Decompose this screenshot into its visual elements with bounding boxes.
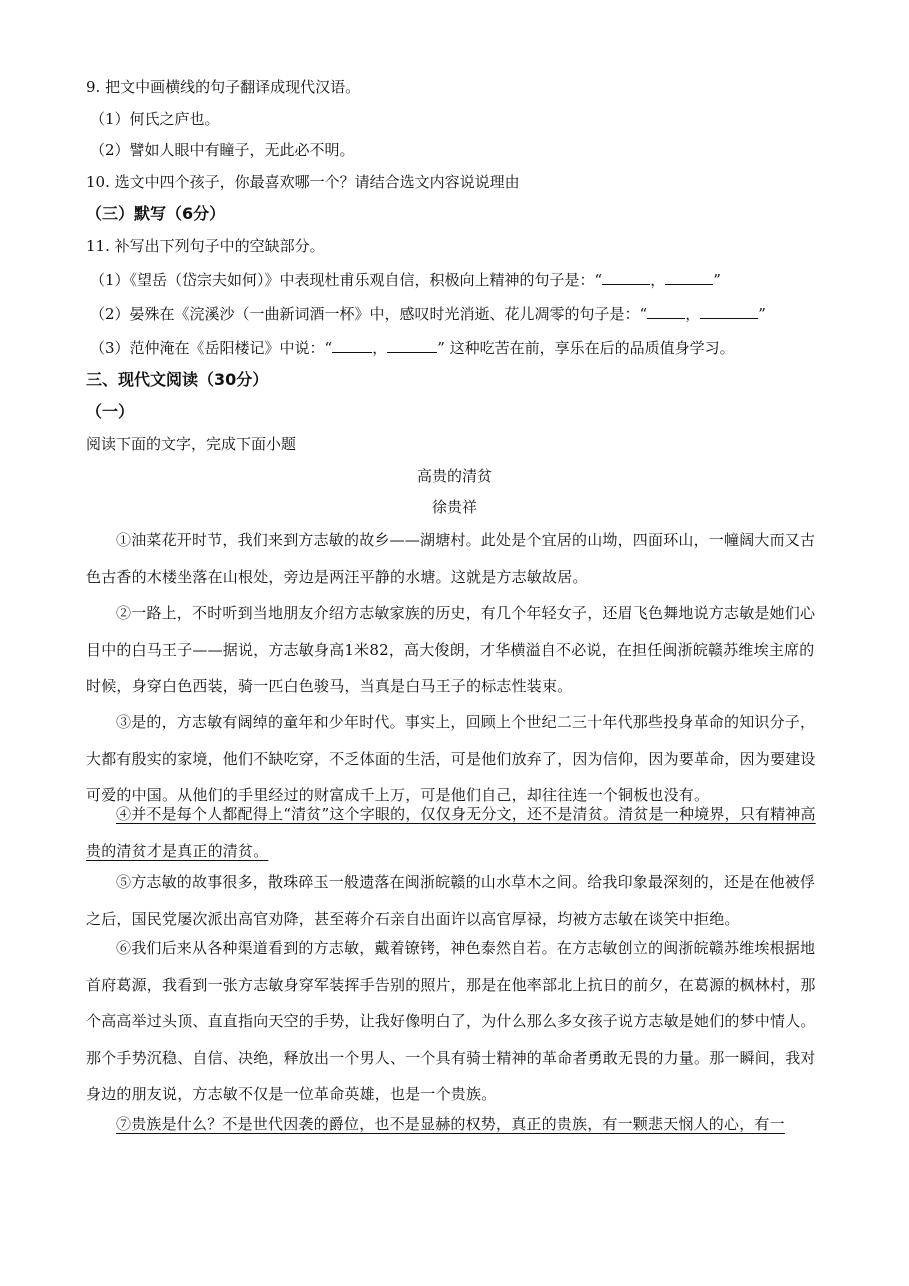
answer-blank[interactable] bbox=[387, 338, 437, 353]
q9-sentence-2: （2）譬如人眼中有瞳子，无此必不明。 bbox=[90, 141, 355, 159]
reading-instruction: 阅读下面的文字，完成下面小题 bbox=[86, 435, 297, 453]
article-paragraph-5: ⑤方志敏的故事很多，散珠碎玉一般遗落在闽浙皖赣的山水草木之间。给我印象最深刻的，还是在他被俘之后，国民党屡次派出高官劝降，甚至蒋介石亲自出面许以高官厚禄，均被方志敏在谈笑中拒绝。 bbox=[86, 873, 816, 928]
q11-item-2-suffix: ” bbox=[758, 305, 766, 323]
q11-item-1-prefix: （1）《望岳（岱宗夫如何）》中表现杜甫乐观自信，积极向上精神的句子是：“ bbox=[90, 271, 603, 289]
article-paragraph-7-underlined: ⑦贵族是什么？不是世代因袭的爵位，也不是显赫的权势，真正的贵族，有一颗悲天悯人的心，有一 bbox=[116, 1115, 785, 1133]
q11-item-3-suffix: ” 这种吃苦在前，享乐在后的品质值身学习。 bbox=[437, 339, 735, 357]
q11-stem: 11. 补写出下列句子中的空缺部分。 bbox=[86, 237, 325, 255]
answer-blank[interactable] bbox=[665, 270, 713, 285]
part-modern-reading-heading: 三、现代文阅读（30分） bbox=[86, 370, 269, 389]
section-dictation-heading: （三）默写（6分） bbox=[86, 204, 226, 223]
q11-item-1-separator: ， bbox=[650, 271, 666, 289]
article-paragraph-3: ③是的，方志敏有阔绰的童年和少年时代。事实上，回顾上个世纪二三十年代那些投身革命的知识分子，大都有殷实的家境，他们不缺吃穿，不乏体面的生活，可是他们放弃了，因为信仰，因为要革命，因为要建设可爱的中国。从他们的手里经过的财富成千上万，可是他们自己，却往往连一个铜板也没有。 bbox=[86, 713, 816, 804]
q11-item-2-prefix: （2）晏殊在《浣溪沙（一曲新词酒一杯》中，感叹时光消逝、花儿凋零的句子是：“ bbox=[90, 305, 648, 323]
article-paragraph-2: ②一路上，不时听到当地朋友介绍方志敏家族的历史，有几个年轻女子，还眉飞色舞地说方志敏是她们心目中的白马王子——据说，方志敏身高1米82，高大俊朗，才华横溢自不必说，在担任闽浙皖赣苏维埃主席的时候，身穿白色西装，骑一匹白色骏马，当真是白马王子的标志性装束。 bbox=[86, 604, 816, 695]
answer-blank[interactable] bbox=[602, 270, 650, 285]
answer-blank[interactable] bbox=[700, 304, 758, 319]
answer-blank[interactable] bbox=[332, 338, 372, 353]
article-author: 徐贵祥 bbox=[431, 498, 477, 516]
article-paragraph-6: ⑥我们后来从各种渠道看到的方志敏，戴着镣铐，神色泰然自若。在方志敏创立的闽浙皖赣苏维埃根据地首府葛源，我看到一张方志敏身穿军装挥手告别的照片，那是在他率部北上抗日的前夕，在葛源的枫林村，那个高高举过头顶、直直指向天空的手势，让我好像明白了，为什么那么多女孩子说方志敏是她们的梦中情人。那个手势沉稳、自信、决绝，释放出一个男人、一个具有骑士精神的革命者勇敢无畏的力量。那一瞬间，我对身边的朋友说，方志敏不仅是一位革命英雄，也是一个贵族。 bbox=[86, 939, 816, 1103]
q11-item-3 bbox=[90, 338, 735, 358]
q10-stem: 10. 选文中四个孩子，你最喜欢哪一个？请结合选文内容说说理由 bbox=[86, 173, 520, 191]
q11-item-2-separator: ， bbox=[685, 305, 701, 323]
part-modern-reading-subheading: （一） bbox=[86, 402, 135, 421]
q11-item-1 bbox=[90, 270, 721, 290]
article-paragraph-4-underlined: ④并不是每个人都配得上“清贫”这个字眼的，仅仅身无分文，还不是清贫。清贫是一种境界，只有精神高贵的清贫才是真正的清贫。 bbox=[86, 805, 816, 860]
q11-item-2 bbox=[90, 304, 766, 324]
q9-stem: 9. 把文中画横线的句子翻译成现代汉语。 bbox=[86, 78, 361, 96]
article-paragraph-1: ①油菜花开时节，我们来到方志敏的故乡——湖塘村。此处是个宜居的山坳，四面环山，一幢阔大而又古色古香的木楼坐落在山根处，旁边是两汪平静的水塘。这就是方志敏故居。 bbox=[86, 531, 816, 586]
q11-item-3-separator: ， bbox=[372, 339, 388, 357]
q9-sentence-1: （1）何氏之庐也。 bbox=[90, 110, 220, 128]
q11-item-1-suffix: ” bbox=[713, 271, 721, 289]
answer-blank[interactable] bbox=[647, 304, 685, 319]
article-title: 高贵的清贫 bbox=[416, 467, 492, 485]
q11-item-3-prefix: （3）范仲淹在《岳阳楼记》中说：“ bbox=[90, 339, 333, 357]
